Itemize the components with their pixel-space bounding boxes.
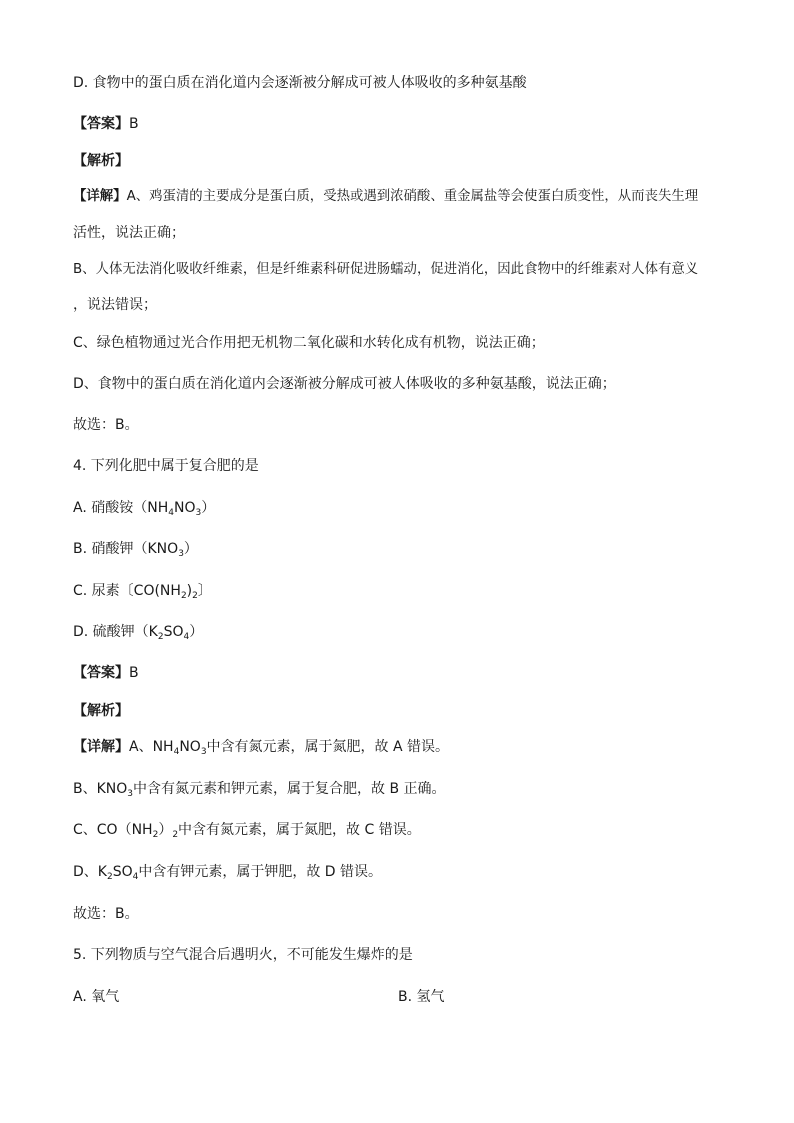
formula-part: D、K: [73, 864, 107, 880]
formula-part: NO: [179, 739, 201, 755]
formula-part: A、NH: [129, 739, 174, 755]
subscript: 2: [152, 830, 159, 840]
subscript: 2: [192, 591, 198, 601]
q3-analysis-heading: [73, 152, 129, 170]
formula-part: B、KNO: [73, 781, 128, 797]
q4-option-a: [73, 499, 215, 522]
q3-detail-d: D、食物中的蛋白质在消化道内会逐渐被分解成可被人体吸收的多种氨基酸，说法正确；: [73, 376, 616, 392]
q4-choose: 故选：B。: [73, 906, 139, 922]
q5-option-b: B. 氢气: [398, 989, 445, 1005]
q3-option-d: D. 食物中的蛋白质在消化道内会逐渐被分解成可被人体吸收的多种氨基酸: [73, 75, 527, 91]
answer-value: B: [129, 665, 139, 681]
detail-text: A、鸡蛋清的主要成分是蛋白质，受热或遇到浓硝酸、重金属盐等会使蛋白质变性，从而丧失生理: [126, 189, 699, 204]
formula-part: ）: [189, 624, 204, 640]
q4-detail-d: [73, 863, 382, 886]
q4-analysis-heading: [73, 702, 129, 720]
subscript: 2: [172, 830, 179, 840]
subscript: 3: [178, 549, 184, 559]
detail-label: 【详解】: [73, 189, 127, 204]
q4-answer: [73, 664, 139, 682]
answer-label: 【答案】: [73, 665, 129, 681]
subscript: 4: [132, 872, 139, 882]
q3-choose: 故选：B。: [73, 417, 139, 433]
q3-detail-a-line1: [73, 188, 698, 206]
formula-part: 〕: [197, 583, 212, 599]
formula-part: C、CO（NH: [73, 822, 153, 838]
detail-label: 【详解】: [73, 739, 129, 755]
formula-part: ): [186, 583, 193, 599]
bracket-open: 【: [73, 153, 87, 169]
q4-stem: 4. 下列化肥中属于复合肥的是: [73, 458, 259, 474]
analysis-label: 解析: [87, 703, 115, 719]
bracket-close: 】: [115, 153, 129, 169]
detail-text: 中含有氮元素，属于氮肥，故 C 错误。: [178, 822, 421, 838]
formula-part: SO: [112, 864, 133, 880]
formula-part: C. 尿素〔CO(NH: [73, 583, 181, 599]
q4-detail-a: [73, 738, 449, 761]
formula-part: ）: [201, 500, 216, 516]
formula-part: NO: [173, 500, 196, 516]
formula-part: ）: [158, 822, 173, 838]
q3-answer: [73, 115, 139, 133]
subscript: 4: [183, 632, 190, 642]
q5-stem: 5. 下列物质与空气混合后遇明火，不可能发生爆炸的是: [73, 947, 413, 963]
analysis-label: 解析: [87, 153, 115, 169]
subscript: 4: [173, 747, 180, 757]
subscript: 2: [106, 872, 113, 882]
subscript: 2: [157, 632, 164, 642]
detail-text: 中含有钾元素，属于钾肥，故 D 错误。: [138, 864, 383, 880]
q4-option-c: [73, 582, 212, 605]
subscript: 4: [168, 508, 174, 518]
subscript: 2: [180, 591, 187, 601]
formula-part: B. 硝酸钾（KNO: [73, 541, 179, 557]
subscript: 3: [200, 747, 207, 757]
q4-detail-c: [73, 821, 421, 844]
q4-option-d: [73, 623, 203, 646]
subscript: 3: [195, 508, 202, 518]
formula-part: SO: [163, 624, 184, 640]
q3-detail-c: C、绿色植物通过光合作用把无机物二氧化碳和水转化成有机物，说法正确；: [73, 335, 545, 351]
subscript: 3: [127, 789, 134, 799]
formula-part: D. 硫酸钾（K: [73, 624, 158, 640]
detail-text: 中含有氮元素，属于氮肥，故 A 错误。: [206, 739, 450, 755]
q4-option-b: [73, 540, 198, 563]
bracket-open: 【: [73, 703, 87, 719]
bracket-close: 】: [115, 703, 129, 719]
q5-option-a: A. 氧气: [73, 989, 120, 1005]
q3-detail-a-line2: 活性，说法正确；: [73, 225, 185, 241]
answer-label: 【答案】: [73, 116, 129, 132]
formula-part: A. 硝酸铵（NH: [73, 500, 169, 516]
detail-text: 中含有氮元素和钾元素，属于复合肥，故 B 正确。: [133, 781, 446, 797]
formula-part: ）: [183, 541, 198, 557]
q3-detail-b-line1: B、人体无法消化吸收纤维素，但是纤维素科研促进肠蠕动，促进消化，因此食物中的纤维素对人体有意义: [73, 262, 699, 277]
q3-detail-b-line2: ，说法错误；: [73, 297, 157, 313]
answer-value: B: [129, 116, 139, 132]
q4-detail-b: [73, 780, 446, 803]
